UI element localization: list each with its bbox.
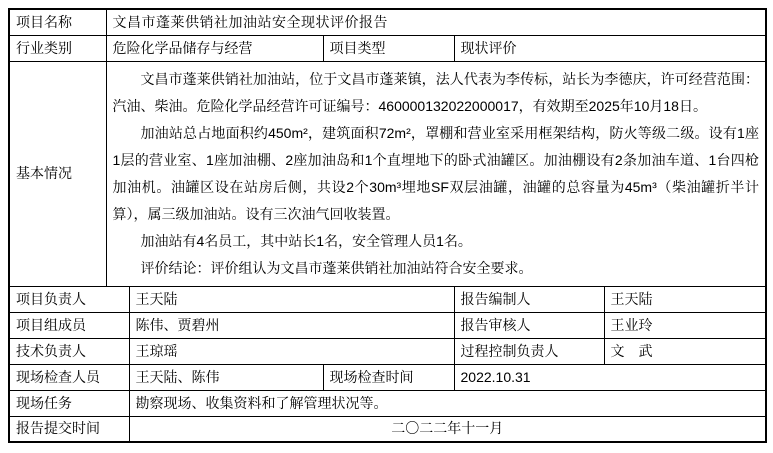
row-project-leader <box>9 286 766 312</box>
row-basic-info <box>9 61 766 286</box>
report-submit-label: 报告提交时间 <box>9 416 129 442</box>
project-name-value: 文昌市蓬莱供销社加油站安全现状评价报告 <box>106 9 766 35</box>
row-site-inspection <box>9 364 766 390</box>
row-report-submit <box>9 416 766 442</box>
basic-info-paragraph-2: 加油站总占地面积约450m²，建筑面积72m²，罩棚和营业室采用框架结构，防火等级二级。设有1座1层的营业室、1座加油棚、2座加油岛和1个直埋地下的卧式油罐区。加油棚设有2条加油车道、1台四枪加油机。油罐区设在站房后侧，共设2个30m³埋地SF双层油罐，油罐的总容量为45m³（柴油罐折半计算），属三级加油站。设有三次油气回收装置。 <box>112 124 760 222</box>
site-inspectors-value: 王天陆、陈伟 <box>129 364 323 390</box>
inspection-time-label: 现场检查时间 <box>323 364 454 390</box>
basic-info-paragraph-1: 文昌市蓬莱供销社加油站，位于文昌市蓬莱镇，法人代表为李传标，站长为李德庆，许可经营范围：汽油、柴油。危险化学品经营许可证编号：460000132022000017，有效期至2025年10月18日。 <box>112 70 760 114</box>
row-site-task <box>9 390 766 416</box>
inspection-time-value: 2022.10.31 <box>454 364 766 390</box>
report-reviewer-value: 王业玲 <box>604 312 766 338</box>
project-leader-value: 王天陆 <box>129 286 454 312</box>
basic-info-paragraph-3: 加油站有4名员工，其中站长1名，安全管理人员1名。 <box>140 232 472 249</box>
project-type-label: 项目类型 <box>323 35 454 61</box>
technical-leader-value: 王琼瑶 <box>129 338 454 364</box>
report-reviewer-label: 报告审核人 <box>454 312 604 338</box>
report-info-table <box>8 8 767 443</box>
basic-info-paragraph-4: 评价结论：评价组认为文昌市蓬莱供销社加油站符合安全要求。 <box>140 259 533 276</box>
process-controller-value: 文 武 <box>604 338 766 364</box>
technical-leader-label: 技术负责人 <box>9 338 129 364</box>
project-name-label: 项目名称 <box>9 9 106 35</box>
row-project-members <box>9 312 766 338</box>
basic-info-label: 基本情况 <box>9 61 106 286</box>
report-compiler-value: 王天陆 <box>604 286 766 312</box>
process-controller-label: 过程控制负责人 <box>454 338 604 364</box>
site-task-value: 勘察现场、收集资料和了解管理状况等。 <box>129 390 766 416</box>
industry-label: 行业类别 <box>9 35 106 61</box>
project-leader-label: 项目负责人 <box>9 286 129 312</box>
industry-value: 危险化学品储存与经营 <box>106 35 323 61</box>
row-industry <box>9 35 766 61</box>
report-compiler-label: 报告编制人 <box>454 286 604 312</box>
project-members-value: 陈伟、贾碧州 <box>129 312 454 338</box>
row-technical-leader <box>9 338 766 364</box>
site-inspectors-label: 现场检查人员 <box>9 364 129 390</box>
site-task-label: 现场任务 <box>9 390 129 416</box>
report-submit-value: 二〇二二年十一月 <box>129 416 766 442</box>
project-members-label: 项目组成员 <box>9 312 129 338</box>
row-project-name <box>9 9 766 35</box>
project-type-value: 现状评价 <box>454 35 766 61</box>
basic-info-value <box>106 61 766 286</box>
